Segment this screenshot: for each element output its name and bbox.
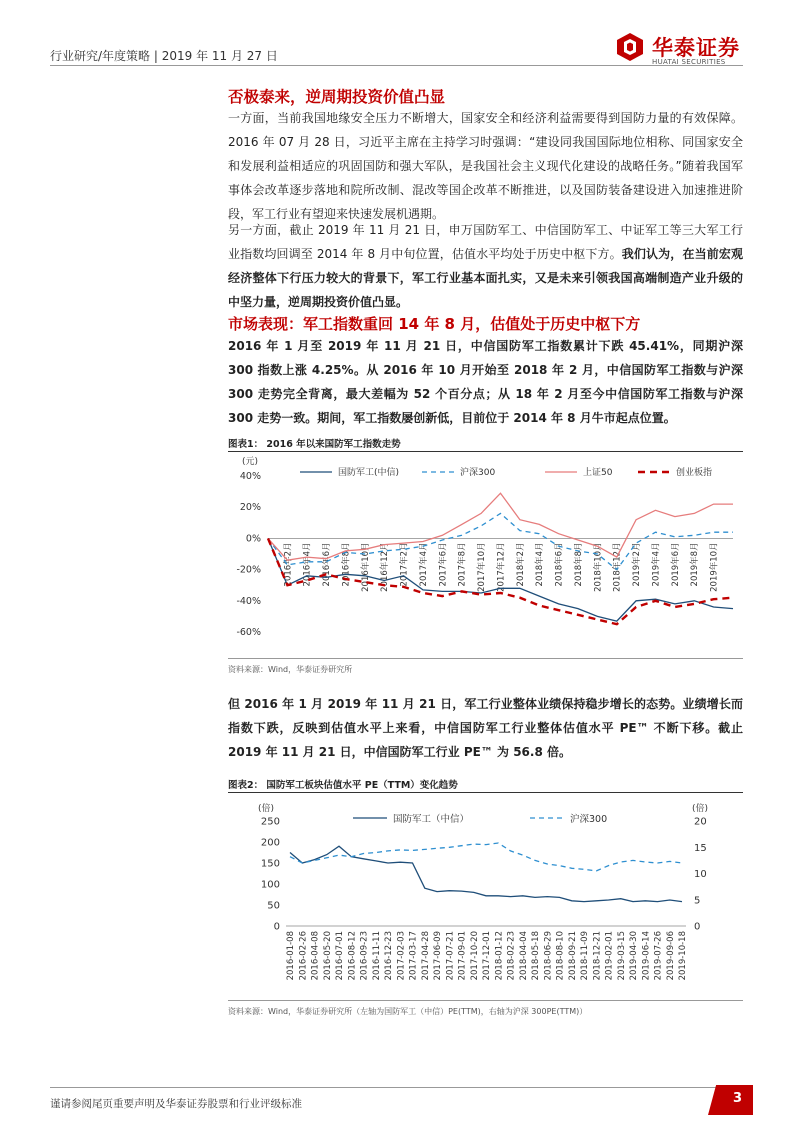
x-tick-label: 2018-08-10 — [555, 931, 566, 981]
x-tick-label: 2016-01-08 — [286, 931, 296, 981]
x-tick-label: 2017年12月 — [496, 542, 507, 592]
y-tick-label: 0% — [245, 533, 261, 545]
x-tick-label: 2017年4月 — [419, 542, 429, 587]
x-tick-label: 2018年12月 — [612, 542, 623, 592]
x-tick-label: 2016-12-23 — [384, 931, 394, 981]
x-tick-label: 2018年6月 — [554, 542, 565, 587]
footer-divider — [50, 1087, 730, 1088]
x-tick-label: 2019-02-01 — [604, 931, 615, 981]
brand-logo-icon — [616, 32, 644, 62]
y-axis-unit: (倍) — [258, 804, 275, 814]
x-tick-label: 2016-11-11 — [371, 931, 382, 981]
x-tick-label: 2018-04-04 — [518, 931, 529, 981]
y-tick-label: 150 — [260, 858, 280, 870]
y-tick-label: -40% — [236, 595, 261, 607]
y-tick-label: 5 — [694, 895, 701, 907]
x-tick-label: 2018年4月 — [535, 542, 546, 587]
series-line — [290, 843, 682, 871]
x-tick-label: 2018-05-18 — [531, 931, 541, 981]
x-tick-label: 2019年8月 — [690, 542, 701, 587]
x-tick-label: 2018年8月 — [574, 542, 584, 587]
x-tick-label: 2019-07-26 — [653, 931, 664, 981]
x-tick-label: 2016年8月 — [341, 542, 352, 587]
brand-name-cn: 华泰证券 — [652, 36, 740, 60]
x-tick-label: 2017-09-01 — [457, 931, 468, 981]
legend-label: 创业板指 — [676, 468, 713, 478]
y-tick-label: 250 — [260, 816, 280, 828]
legend-label: 沪深300 — [460, 468, 496, 478]
page-number: 3 — [733, 1091, 743, 1106]
x-tick-label: 2018年10月 — [593, 542, 604, 592]
x-tick-label: 2017-04-28 — [420, 931, 431, 981]
x-tick-label: 2016年10月 — [360, 542, 371, 592]
x-tick-label: 2016年6月 — [322, 542, 333, 587]
x-tick-label: 2016-02-26 — [298, 931, 309, 981]
paragraph-text: 另一方面，截止 2019 年 11 月 21 日，申万国防军工、中信国防军工、中证军工等三大军工行业指数均回调至 2014 年 8 月中旬位置，估值水平均处于历史中枢下方。 — [228, 223, 743, 261]
x-tick-label: 2019-03-15 — [616, 931, 627, 981]
x-tick-label: 2019-09-06 — [665, 931, 676, 981]
x-tick-label: 2019年10月 — [709, 542, 720, 592]
figure-title: 图表1： 2016 年以来国防军工指数走势 — [228, 439, 401, 450]
x-tick-label: 2017年10月 — [477, 542, 488, 592]
paragraph: 2016 年 1 月至 2019 年 11 月 21 日，中信国防军工指数累计下跌 45.41%，同期沪深 300 指数上涨 4.25%。从 2016 年 10 月开始至 2018 年 2 月，中信国防军工指数与沪深 300 走势完全背离，最大差幅为 52 个百分点；从 18 年 2 月至今中信国防军工指数与沪深 300 走势一致。期间，军工指数屡创新低，目前位于 2014 年 8 月牛市起点位置。 — [228, 339, 743, 425]
section-title: 市场表现：军工指数重回 14 年 8 月，估值处于历史中枢下方 — [228, 315, 641, 333]
x-tick-label: 2017-02-03 — [396, 931, 407, 981]
series-line — [290, 846, 682, 901]
x-tick-label: 2017-10-20 — [469, 931, 480, 981]
brand-name-en: HUATAI SECURITIES — [652, 58, 726, 66]
figure-rule — [228, 658, 743, 659]
x-tick-label: 2016-07-01 — [335, 931, 345, 981]
y-tick-label: 15 — [694, 842, 707, 854]
pe-trend-chart — [228, 793, 743, 1000]
figure-rule — [228, 1000, 743, 1001]
x-tick-label: 2018-02-23 — [506, 931, 517, 981]
y-tick-label: 20% — [239, 502, 261, 514]
y-tick-label: 20 — [694, 816, 707, 828]
y-tick-label: 200 — [260, 837, 280, 849]
legend-label: 国防军工（中信） — [393, 814, 470, 825]
x-tick-label: 2017-06-09 — [433, 931, 443, 981]
y-tick-label: 10 — [694, 869, 707, 880]
legend-label: 国防军工(中信) — [338, 468, 400, 478]
x-tick-label: 2018-01-12 — [494, 931, 505, 981]
brand-logo — [616, 30, 746, 70]
y-axis-unit: (元) — [242, 457, 259, 467]
legend-label: 上证50 — [583, 468, 613, 478]
x-tick-label: 2019-06-14 — [641, 931, 652, 981]
x-tick-label: 2017-12-01 — [482, 931, 492, 981]
index-trend-chart — [228, 452, 743, 658]
x-tick-label: 2016-05-20 — [322, 931, 333, 981]
figure-source: 资料来源：Wind，华泰证券研究所（左轴为国防军工（中信）PE(TTM)，右轴为沪深 300PE(TTM)） — [228, 1007, 588, 1016]
figure-title: 图表2： 国防军工板块估值水平 PE（TTM）变化趋势 — [228, 780, 458, 791]
x-tick-label: 2018-09-21 — [567, 931, 578, 981]
page-badge — [708, 1085, 753, 1115]
y-tick-label: -20% — [236, 564, 261, 576]
y-axis-unit: (倍) — [692, 804, 709, 814]
x-tick-label: 2016年2月 — [283, 542, 294, 587]
x-tick-label: 2019-10-18 — [678, 931, 688, 981]
x-tick-label: 2019年2月 — [632, 542, 643, 587]
x-tick-label: 2016-09-23 — [359, 931, 370, 981]
x-tick-label: 2018年2月 — [515, 542, 526, 587]
x-tick-label: 2017年2月 — [399, 542, 410, 587]
section-title: 否极泰来，逆周期投资价值凸显 — [228, 88, 446, 106]
x-tick-label: 2016年12月 — [380, 542, 391, 592]
y-tick-label: -60% — [236, 627, 261, 638]
x-tick-label: 2018-06-29 — [543, 931, 554, 981]
y-tick-label: 100 — [260, 879, 280, 891]
footer-disclaimer: 谨请参阅尾页重要声明及华泰证券股票和行业评级标准 — [50, 1098, 302, 1110]
paragraph-emphasis: 我们认为，在当前宏观经济整体下行压力较大的背景下，军工行业基本面扎实，又是未来引领我国高端制造产业升级的中坚力量，逆周期投资价值凸显。 — [228, 247, 743, 309]
figure-source: 资料来源：Wind，华泰证券研究所 — [228, 665, 353, 674]
x-tick-label: 2019年6月 — [670, 542, 681, 587]
y-tick-label: 40% — [239, 471, 261, 482]
x-tick-label: 2019年4月 — [651, 542, 662, 587]
x-tick-label: 2017-03-17 — [408, 931, 419, 981]
x-tick-label: 2019-04-30 — [629, 931, 639, 981]
x-tick-label: 2018-11-09 — [580, 931, 590, 981]
paragraph: 一方面，当前我国地缘安全压力不断增大，国家安全和经济利益需要得到国防力量的有效保障。2016 年 07 月 28 日，习近平主席在主持学习时强调：“建设同我国国际地位相称、同国家安全和发展利益相适应的巩固国防和强大军队，是我国社会主义现代化建设的战略任务。”随着我国军事体会改革逐步落地和院所改制、混改等国企改革不断推进，以及国防装备建设进入加速推进阶段，军工行业有望迎来快速发展机遇期。 — [228, 111, 743, 221]
x-tick-label: 2016-04-08 — [310, 931, 321, 981]
y-tick-label: 50 — [267, 900, 280, 912]
y-tick-label: 0 — [273, 921, 280, 933]
paragraph: 但 2016 年 1 月 2019 年 11 月 21 日，军工行业整体业绩保持稳步增长的态势。业绩增长而指数下跌，反映到估值水平上来看，中信国防军工行业整体估值水平 PE™ 不断下移。截止 2019 年 11 月 21 日，中信国防军工行业 PE™ 为 56.8 倍。 — [228, 697, 743, 759]
paragraph — [228, 218, 743, 314]
x-tick-label: 2018-12-21 — [592, 931, 603, 981]
x-tick-label: 2016-08-12 — [347, 931, 358, 981]
header-breadcrumb: 行业研究/年度策略 | 2019 年 11 月 27 日 — [50, 49, 278, 63]
x-tick-label: 2017年8月 — [457, 542, 468, 587]
x-tick-label: 2017年6月 — [438, 542, 449, 587]
y-tick-label: 0 — [694, 921, 701, 933]
legend-label: 沪深300 — [570, 814, 608, 825]
x-tick-label: 2017-07-21 — [445, 931, 456, 981]
x-tick-label: 2016年4月 — [302, 542, 313, 587]
